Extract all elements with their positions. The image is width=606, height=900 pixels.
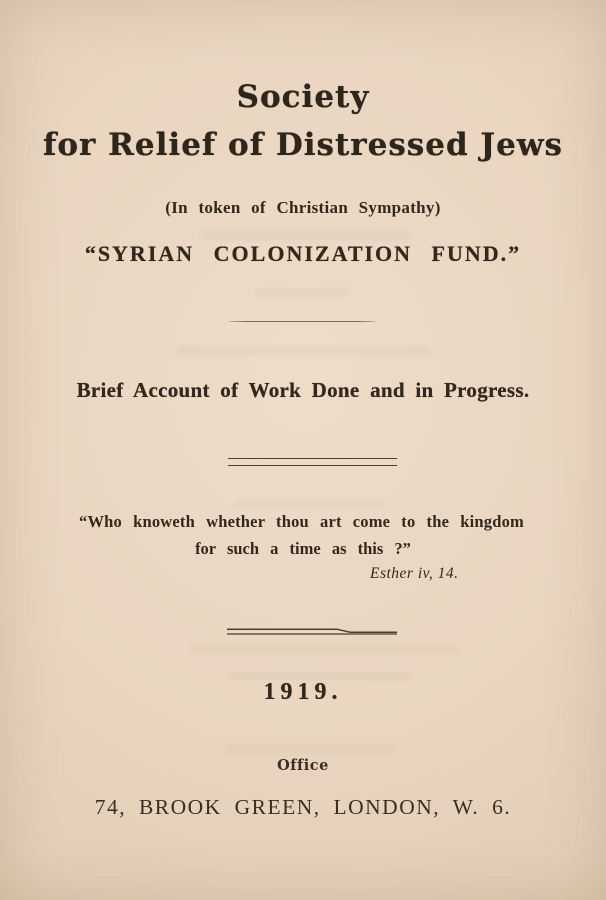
- show-through-smudge: [235, 500, 385, 508]
- quote-line-2: for such a time as this ?”: [195, 539, 411, 558]
- office-address: 74, BROOK GREEN, LONDON, W. 6.: [94, 795, 512, 819]
- office-label: Office: [277, 757, 329, 774]
- year-label: 1919.: [263, 679, 343, 705]
- show-through-smudge: [190, 646, 460, 654]
- quote-line-1: “Who knoweth whether thou art come to the kingdom: [79, 512, 524, 531]
- show-through-smudge: [255, 288, 350, 296]
- show-through-smudge: [200, 231, 410, 240]
- fund-name-heading: “SYRIAN COLONIZATION FUND.”: [84, 241, 522, 266]
- subtitle-christian-sympathy: (In token of Christian Sympathy): [165, 198, 441, 217]
- quote-source: Esther iv, 14.: [370, 565, 459, 582]
- show-through-smudge: [175, 347, 430, 356]
- account-heading: Brief Account of Work Done and in Progress.: [76, 378, 530, 402]
- divider-double-rule: [228, 458, 397, 466]
- title-line-1: Society: [236, 79, 370, 115]
- title-line-2: for Relief of Distressed Jews: [43, 127, 563, 163]
- show-through-smudge: [225, 745, 395, 753]
- divider-single-rule: [229, 321, 375, 322]
- divider-double-rule-kinked: [227, 627, 397, 636]
